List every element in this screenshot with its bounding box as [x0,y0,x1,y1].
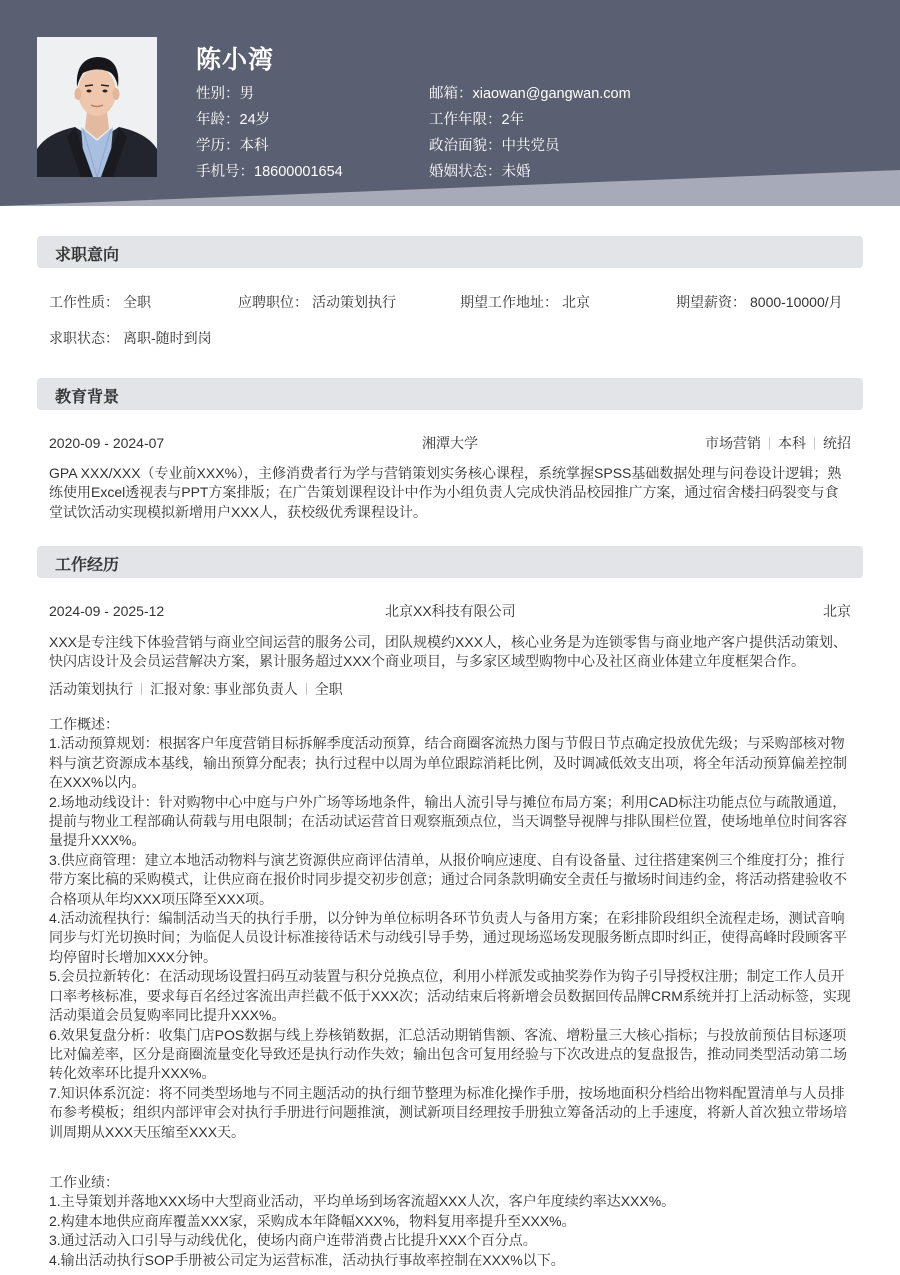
work-results [49,1173,852,1270]
profile-photo-image [37,37,157,177]
overview-item: 3.供应商管理：建立本地活动物料与演艺资源供应商评估清单，从报价响应速度、自有设备量、过往搭建案例三个维度打分；推行带方案比稿的采购模式，让供应商在报价时同步提交初步创意；通过合同条款明确安全责任与撤场时间违约金，将活动搭建验收不合格项从年均XXX项压降至XXX项。 [49,851,847,907]
work-company: 北京XX科技有限公司 [385,603,516,619]
edu-degree: 本科 [778,435,806,451]
overview-item: 5.会员拉新转化：在活动现场设置扫码互动装置与积分兑换点位，利用小样派发或抽奖券作为钩子引导授权注册；制定工作人员开口率考核标准，要求每百名经过客流出声拦截不低于XXX次；活动结束后将新增会员数据回传品牌CRM系统并打上活动标签，实现活动渠道会员复购率同比提升XXX%。 [49,968,851,1024]
job-position-label: 应聘职位： [238,294,308,310]
job-type-label: 工作性质： [49,294,119,310]
job-salary [676,293,843,311]
edu-school: 湘潭大学 [422,435,478,451]
work-overview [49,715,852,1142]
age-field: 年龄：24岁 [196,112,271,128]
years-field: 工作年限：2年 [429,112,525,128]
work-period: 2024-09 - 2025-12 [49,603,165,619]
job-position-value: 活动策划执行 [312,294,396,310]
work-report: 汇报对象: 事业部负责人 [150,681,298,697]
overview-item: 7.知识体系沉淀：将不同类型场地与不同主题活动的执行细节整理为标准化操作手册，按场地面积分档给出物料配置清单与人员排布参考模板；组织内部评审会对执行手册进行问题推演，测试新项目经理按手册独立筹备活动的上手速度，将新人首次独立带场培训周期从XXX天压缩至XXX天。 [49,1084,847,1140]
edu-meta [705,434,851,452]
edu-period: 2020-09 - 2024-07 [49,435,165,451]
job-salary-value: 8000-10000/月 [750,294,843,310]
job-salary-label: 期望薪资： [676,294,746,310]
results-item: 2.构建本地供应商库覆盖XXX家，采购成本年降幅XXX%，物料复用率提升至XXX%。 [49,1212,576,1229]
edu-major: 市场营销 [705,435,761,451]
marital-field: 婚姻状态：未婚 [429,164,531,180]
profile-photo [37,37,157,177]
overview-item: 4.活动流程执行：编制活动当天的执行手册，以分钟为单位标明各环节负责人与备用方案；在彩排阶段组织全流程走场，测试音响同步与灯光切换时间；为临促人员设计标准接待话术与动线引导手势，通过现场巡场发现服务断点即时纠正，使得高峰时段顾客平均停留时长增加XXX分钟。 [49,910,847,965]
divider [141,683,142,695]
overview-item: 1.活动预算规划：根据客户年度营销目标拆解季度活动预算，结合商圈客流热力图与节假日节点确定投放优先级；与采购部核对物料与演艺资源成本基线，输出预算分配表；执行过程中以周为单位跟踪消耗比例，及时调减低效支出项，将全年活动预算偏差控制在XXX%以内。 [49,735,847,791]
politics-field: 政治面貌：中共党员 [429,138,560,154]
job-city [460,293,590,311]
job-status-label: 求职状态： [49,330,119,346]
section-work [37,546,863,578]
work-job-type: 全职 [314,681,343,697]
company-description: XXX是专注线下体验营销与商业空间运营的服务公司，团队规模约XXX人，核心业务是为连锁零售与商业地产客户提供活动策划、快闪店设计及会员运营解决方案，累计服务超过XXX个商业项目，与多家区域型购物中心及社区商业体建立年度框架合作。 [49,634,848,670]
section-intention [37,236,863,268]
results-item: 3.通过活动入口引导与动线优化，使场内商户连带消费占比提升XXX个百分点。 [49,1232,537,1249]
divider [814,437,815,449]
section-title: 求职意向 [55,247,120,264]
edu-enroll: 统招 [823,435,851,451]
job-status [49,329,212,347]
degree-field: 学历：本科 [196,138,269,154]
section-title: 教育背景 [55,389,120,406]
work-role-line [49,680,343,698]
section-education [37,378,863,410]
job-status-value: 离职-随时到岗 [123,330,212,346]
divider [306,683,307,695]
overview-item: 2.场地动线设计：针对购物中心中庭与户外广场等场地条件，输出人流引导与摊位布局方案；利用CAD标注功能点位与疏散通道，提前与物业工程部确认荷载与用电限制；在活动试运营首日观察瓶颈点位，当天调整导视牌与排队围栏位置，使场地单位时间客容量提升XXX%。 [49,793,847,849]
email-field: 邮箱：xiaowan@gangwan.com [429,86,631,102]
work-role: 活动策划执行 [49,681,133,697]
work-city: 北京 [823,603,851,619]
job-city-value: 北京 [562,294,590,310]
divider [769,437,770,449]
job-type [49,293,151,311]
gender-field: 性别：男 [196,86,254,102]
results-title: 工作业绩： [49,1174,119,1190]
section-title: 工作经历 [55,557,120,574]
overview-title: 工作概述： [49,716,119,732]
job-position [238,293,396,311]
overview-item: 6.效果复盘分析：收集门店POS数据与线上券核销数据，汇总活动期销售额、客流、增粉量三大核心指标；与投放前预估目标逐项比对偏差率，区分是商圈流量变化导致还是执行动作失效；输出包含可复用经验与下次改进点的复盘报告，推动同类型活动第二场转化效率环比提升XXX%。 [49,1026,847,1082]
phone-field: 手机号：18600001654 [196,164,343,180]
job-city-label: 期望工作地址： [460,294,558,310]
candidate-name: 陈小湾 [196,46,275,74]
job-type-value: 全职 [123,294,151,310]
edu-description: GPA XXX/XXX（专业前XXX%），主修消费者行为学与营销策划实务核心课程，系统掌握SPSS基础数据处理与问卷设计逻辑；熟练使用Excel透视表与PPT方案排版；在广告策划课程设计中作为小组负责人完成快消品校园推广方案，通过宿舍楼扫码裂变与食堂试饮活动实现模拟新增用户XXX人，获校级优秀课程设计。 [49,465,842,520]
results-item: 1.主导策划并落地XXX场中大型商业活动，平均单场到场客流超XXX人次，客户年度续约率达XXX%。 [49,1193,676,1210]
results-item: 4.输出活动执行SOP手册被公司定为运营标准，活动执行事故率控制在XXX%以下。 [49,1251,565,1268]
